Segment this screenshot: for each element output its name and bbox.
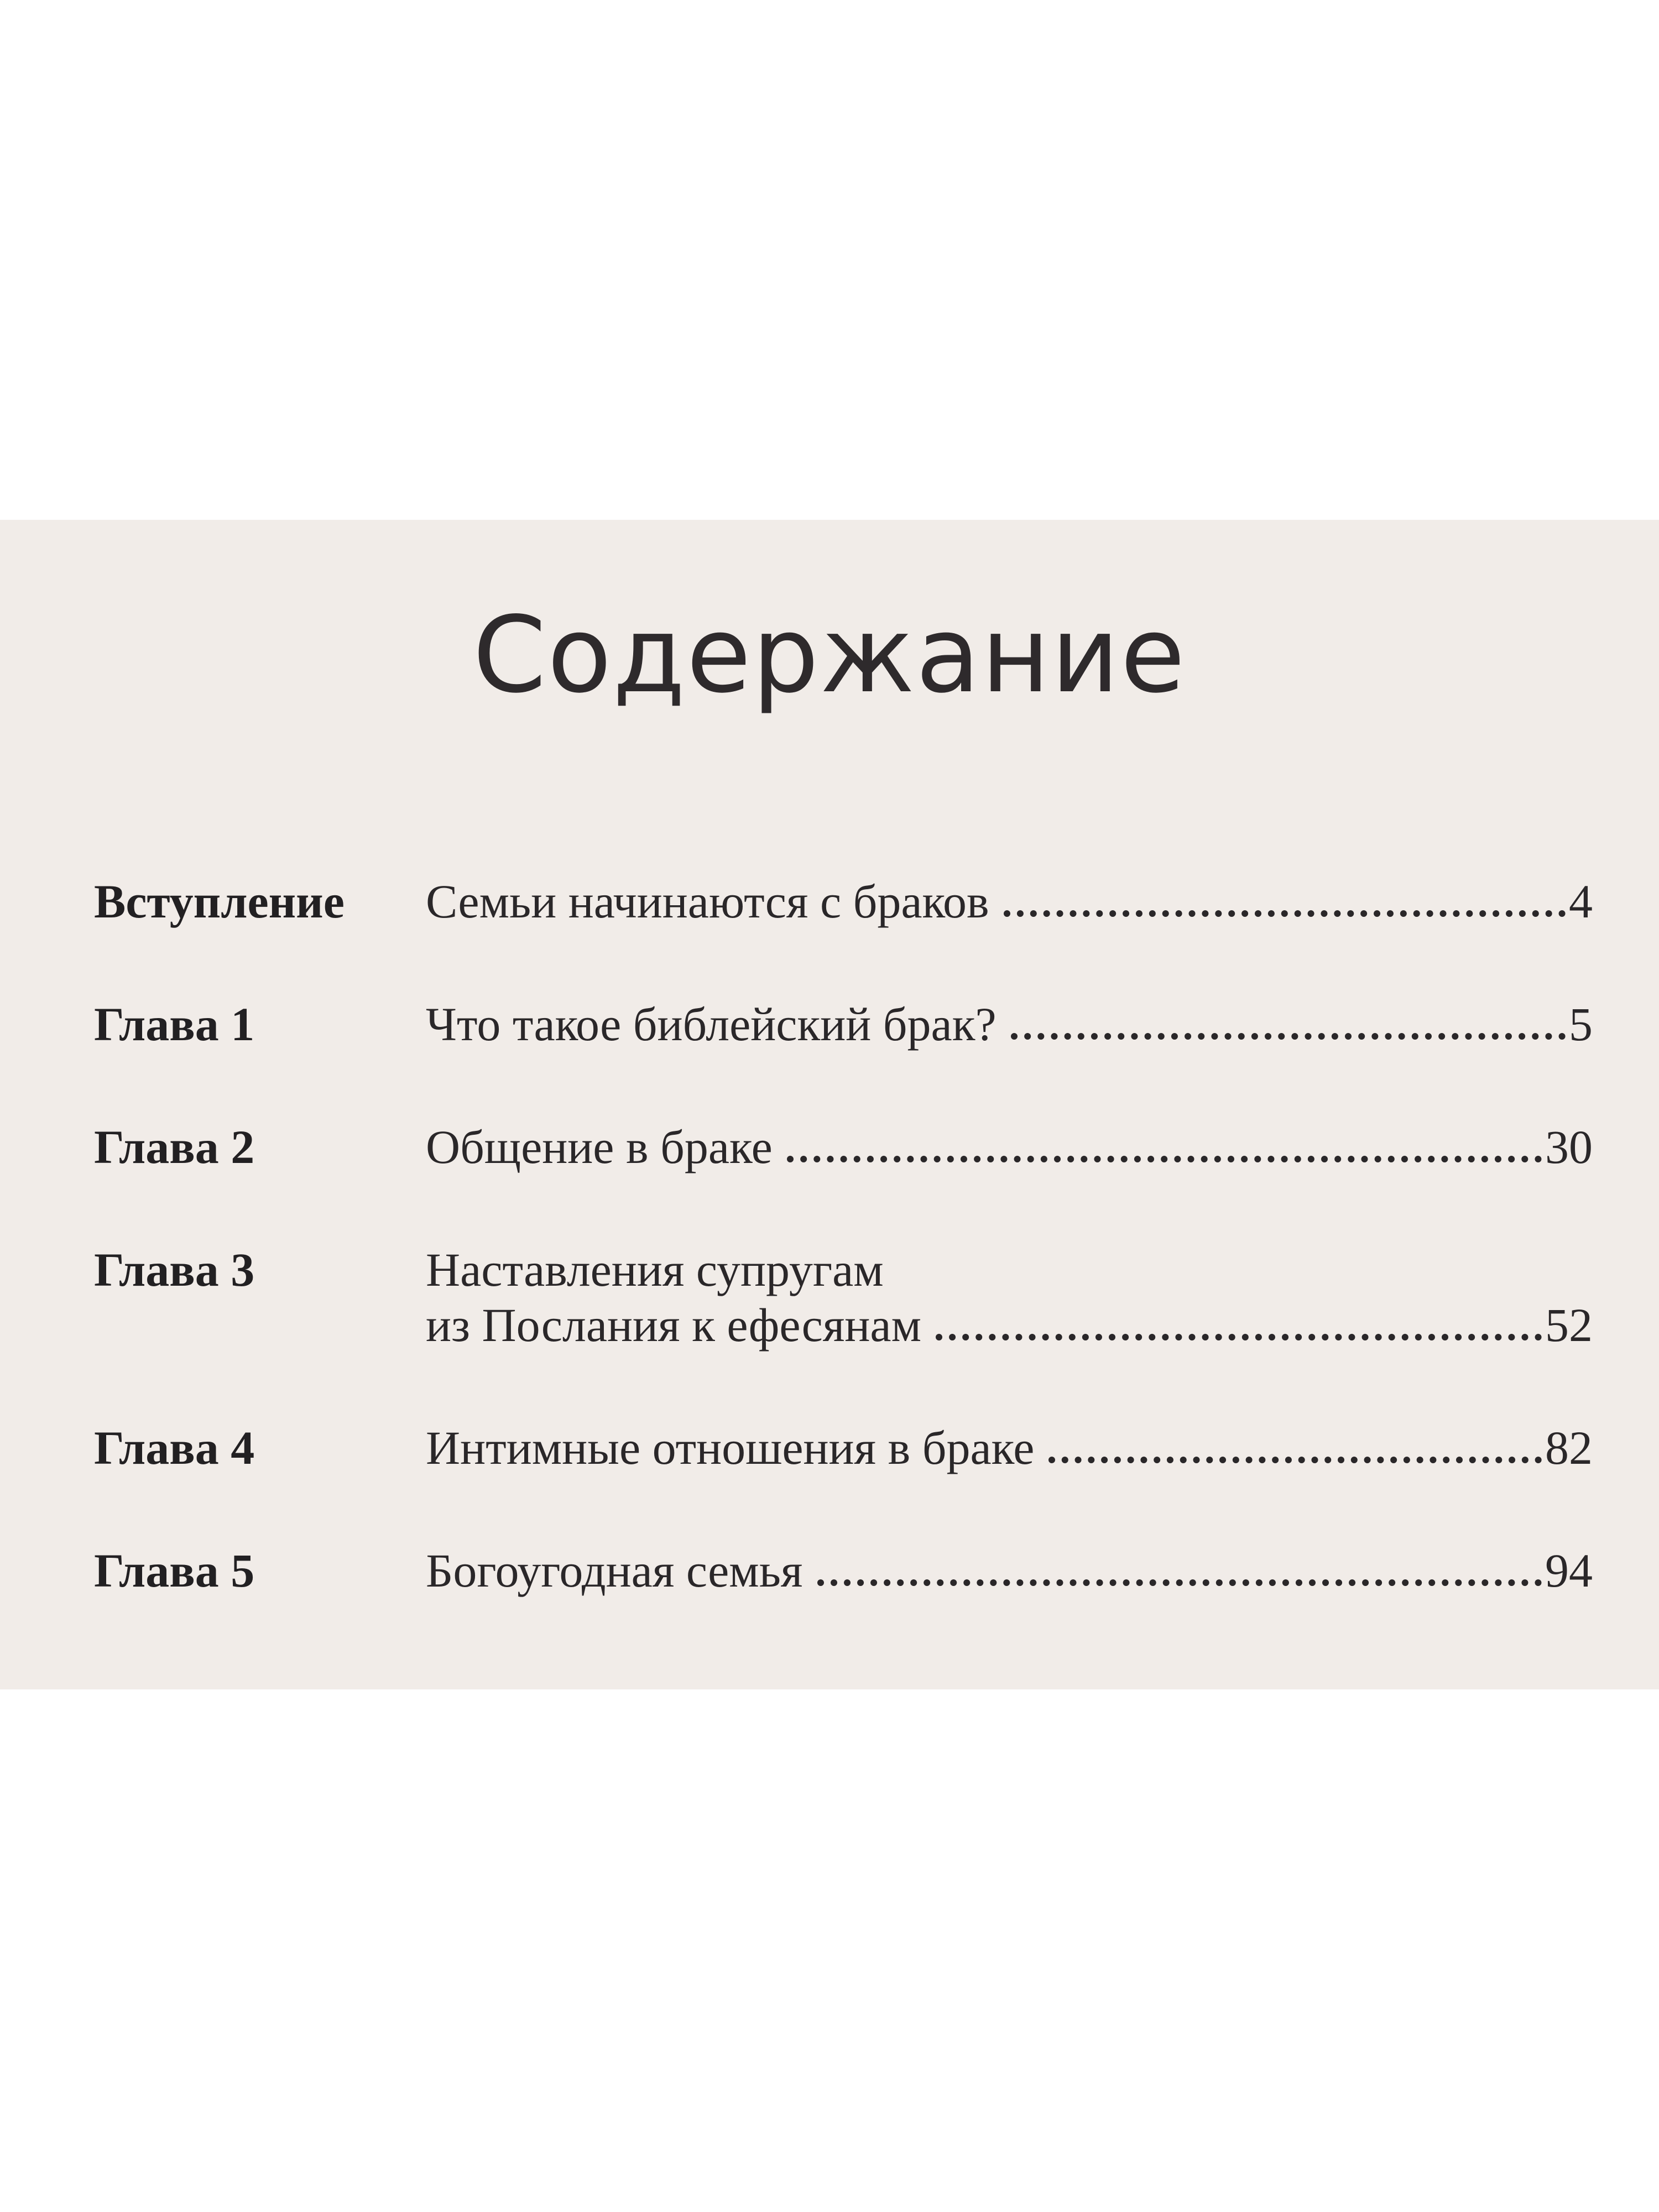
toc-entry-chapter-1 xyxy=(94,997,1593,1052)
toc-entry-line xyxy=(426,1543,1593,1598)
toc-dot-leader xyxy=(1011,1033,1566,1040)
toc-entry-line xyxy=(426,1420,1593,1475)
toc-entry-line xyxy=(426,997,1593,1052)
page-title: Содержание xyxy=(473,594,1186,716)
toc-chapter-label: Вступление xyxy=(94,875,345,928)
toc-entry-chapter-2 xyxy=(94,1119,1593,1175)
toc-page-number: 94 xyxy=(1545,1544,1593,1597)
toc-chapter-label: Глава 1 xyxy=(94,998,255,1051)
toc-entry-title-line-2: из Послания к ефесянам xyxy=(426,1298,921,1352)
toc-dot-leader xyxy=(817,1579,1542,1586)
toc-entry-chapter-4 xyxy=(94,1420,1593,1475)
toc-entry-line xyxy=(426,874,1593,929)
toc-chapter-label: Глава 2 xyxy=(94,1120,255,1173)
toc-chapter-label: Глава 5 xyxy=(94,1544,255,1597)
toc-entry-title: Семьи начинаются с браков xyxy=(426,875,989,928)
toc-entry-line xyxy=(426,1119,1593,1175)
toc-page-number: 30 xyxy=(1545,1120,1593,1173)
toc-page-number: 52 xyxy=(1545,1298,1593,1352)
toc-page-number: 4 xyxy=(1569,875,1593,928)
toc-entry-title: Что такое библейский брак? xyxy=(426,998,997,1051)
toc-chapter-label: Глава 3 xyxy=(94,1243,255,1296)
toc-dot-leader xyxy=(1004,910,1566,917)
toc-entry-line xyxy=(426,1242,1593,1353)
toc-page-number: 82 xyxy=(1545,1421,1593,1474)
toc-entry-title: Интимные отношения в браке xyxy=(426,1421,1035,1474)
toc-entry-intro xyxy=(94,874,1593,929)
toc-dot-leader xyxy=(787,1156,1542,1162)
toc-entry-title xyxy=(426,1242,921,1353)
toc-chapter-label: Глава 4 xyxy=(94,1421,255,1474)
toc-entry-title: Общение в браке xyxy=(426,1120,773,1173)
toc-dot-leader xyxy=(1048,1457,1542,1463)
toc-dot-leader xyxy=(936,1334,1542,1340)
toc-entry-chapter-5 xyxy=(94,1543,1593,1598)
table-of-contents xyxy=(94,874,1593,1598)
scanned-page xyxy=(0,520,1659,1689)
toc-entry-title: Богоугодная семья xyxy=(426,1544,803,1597)
toc-entry-chapter-3 xyxy=(94,1242,1593,1353)
toc-entry-title-line-1: Наставления супругам xyxy=(426,1243,884,1296)
toc-page-number: 5 xyxy=(1569,998,1593,1051)
